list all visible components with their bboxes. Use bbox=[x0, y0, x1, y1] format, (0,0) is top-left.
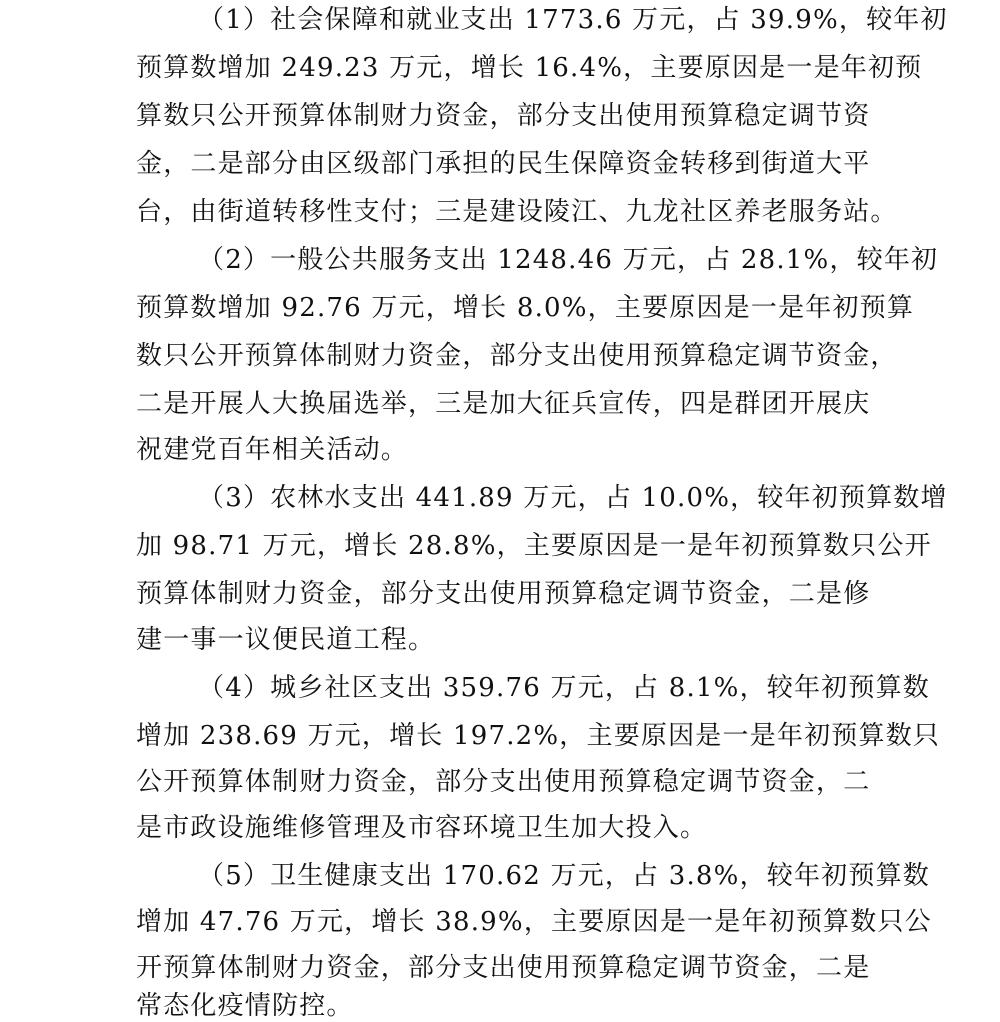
paragraph-line: 二是开展人大换届选举，三是加大征兵宣传，四是群团开展庆 bbox=[136, 389, 871, 419]
paragraph-line: 台，由街道转移性支付；三是建设陵江、九龙社区养老服务站。 bbox=[136, 197, 898, 227]
paragraph-line: 预算数增加 92.76 万元，增长 8.0%，主要原因是一是年初预算 bbox=[136, 293, 915, 323]
paragraph-line: 预算数增加 249.23 万元，增长 16.4%，主要原因是一是年初预 bbox=[136, 53, 923, 83]
paragraph-line: 建一事一议便民道工程。 bbox=[136, 625, 436, 655]
paragraph-line: 祝建党百年相关活动。 bbox=[136, 435, 409, 465]
paragraph-line: 数只公开预算体制财力资金，部分支出使用预算稳定调节资金， bbox=[136, 341, 898, 371]
paragraph-line: 预算体制财力资金，部分支出使用预算稳定调节资金，二是修 bbox=[136, 579, 871, 609]
paragraph-line: （3）农林水支出 441.89 万元，占 10.0%，较年初预算数增 bbox=[198, 483, 948, 513]
paragraph-line: 常态化疫情防控。 bbox=[136, 991, 354, 1021]
paragraph-line: （2）一般公共服务支出 1248.46 万元，占 28.1%，较年初 bbox=[198, 245, 939, 275]
paragraph-line: 开预算体制财力资金，部分支出使用预算稳定调节资金，二是 bbox=[136, 953, 871, 983]
paragraph-line: 是市政设施维修管理及市容环境卫生加大投入。 bbox=[136, 813, 708, 843]
paragraph-line: 算数只公开预算体制财力资金，部分支出使用预算稳定调节资 bbox=[136, 101, 871, 131]
paragraph-line: 增加 47.76 万元，增长 38.9%，主要原因是一是年初预算数只公 bbox=[136, 907, 932, 937]
paragraph-line: 增加 238.69 万元，增长 197.2%，主要原因是一是年初预算数只 bbox=[136, 721, 941, 751]
paragraph-line: 金，二是部分由区级部门承担的民生保障资金转移到街道大平 bbox=[136, 149, 871, 179]
paragraph-line: （1）社会保障和就业支出 1773.6 万元，占 39.9%，较年初 bbox=[198, 5, 948, 35]
paragraph-line: （4）城乡社区支出 359.76 万元，占 8.1%，较年初预算数 bbox=[198, 673, 930, 703]
paragraph-line: 加 98.71 万元，增长 28.8%，主要原因是一是年初预算数只公开 bbox=[136, 531, 932, 561]
paragraph-line: 公开预算体制财力资金，部分支出使用预算稳定调节资金，二 bbox=[136, 767, 871, 797]
paragraph-line: （5）卫生健康支出 170.62 万元，占 3.8%，较年初预算数 bbox=[198, 861, 930, 891]
